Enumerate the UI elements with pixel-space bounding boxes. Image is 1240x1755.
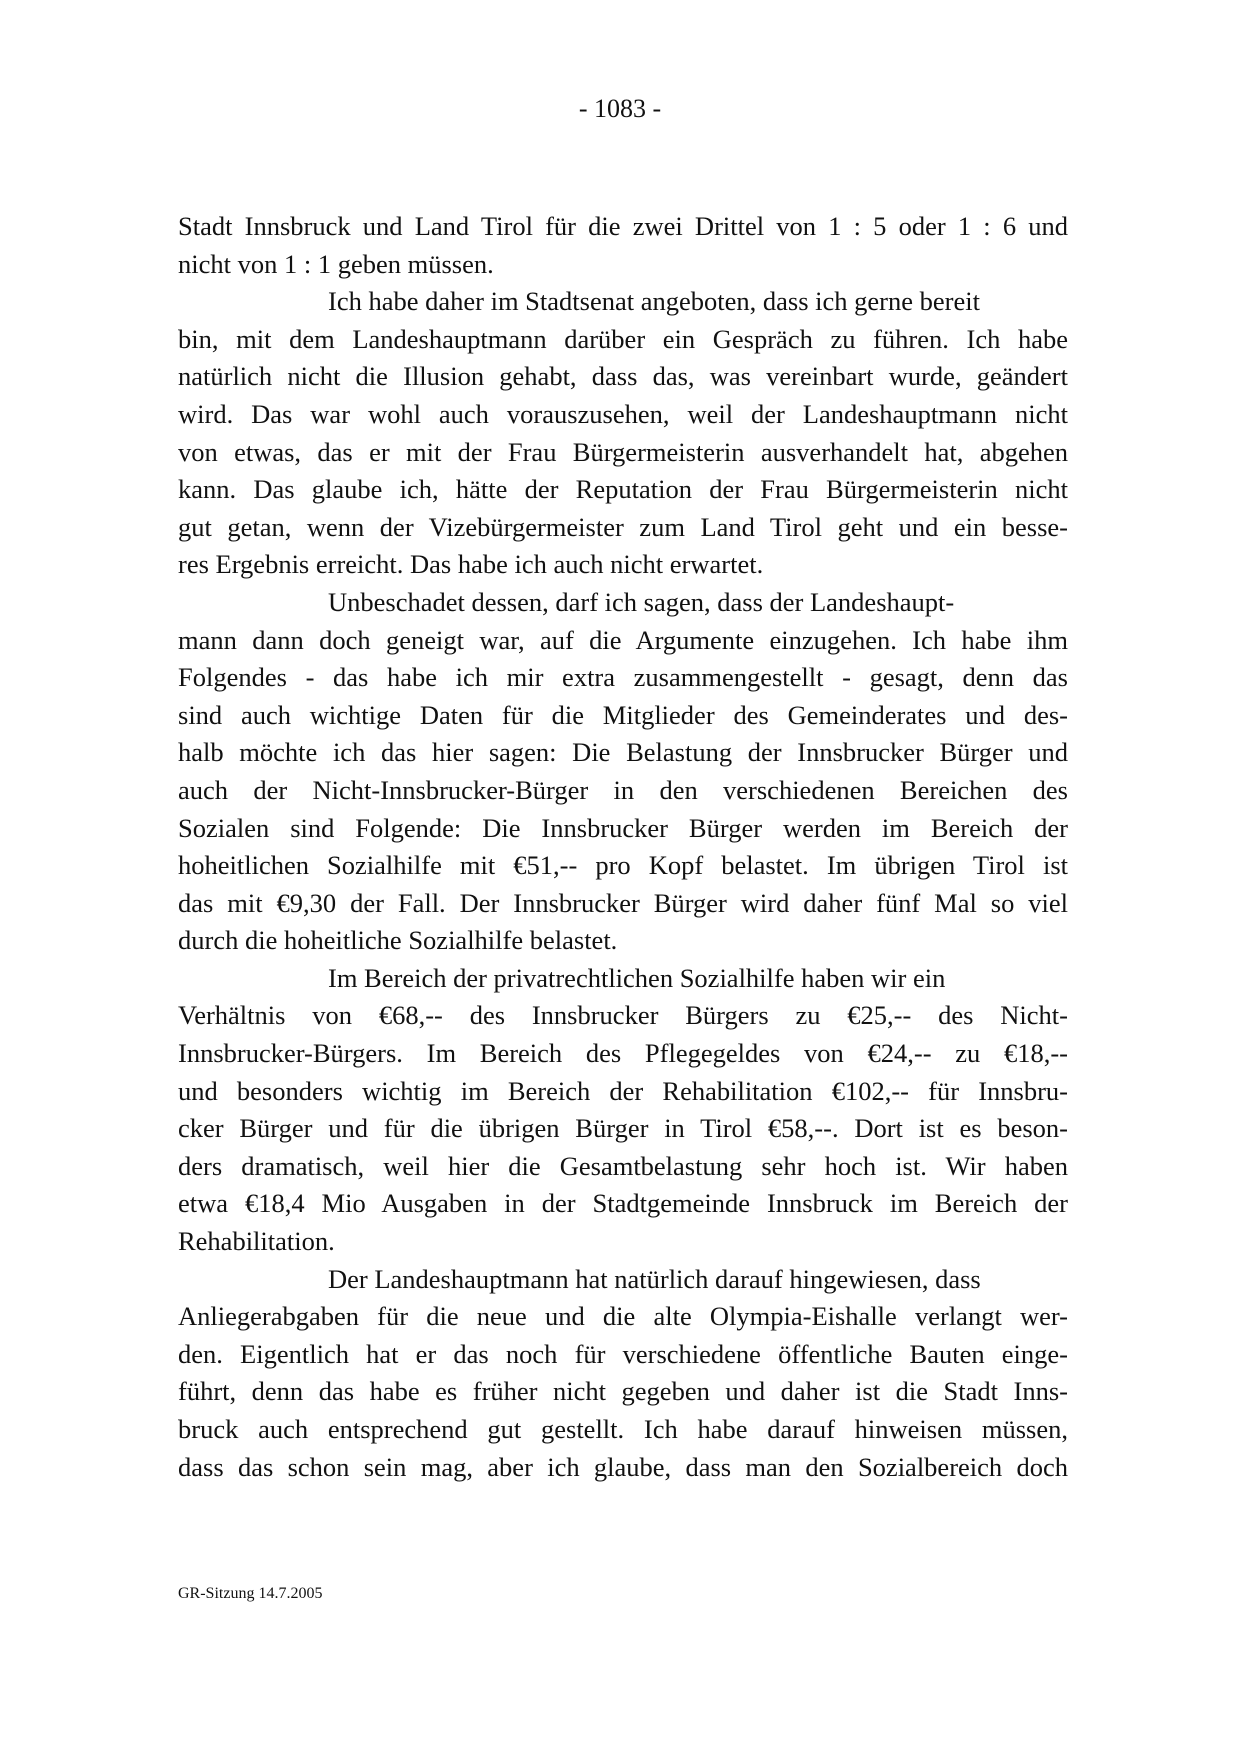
- text-line: Verhältnis von €68,-- des Innsbrucker Bürgers zu €25,-- des Nicht-: [178, 1000, 1068, 1031]
- text-line: bin, mit dem Landeshauptmann darüber ein Gespräch zu führen. Ich habe: [178, 323, 1068, 354]
- text-line: von etwas, das er mit der Frau Bürgermeisterin ausverhandelt hat, abgehen: [178, 436, 1068, 467]
- text-line: Rehabilitation.: [178, 1226, 335, 1257]
- text-line: sind auch wichtige Daten für die Mitglieder des Gemeinderates und des-: [178, 699, 1068, 730]
- text-line: cker Bürger und für die übrigen Bürger in Tirol €58,--. Dort ist es beson-: [178, 1113, 1068, 1144]
- footer-session-date: GR-Sitzung 14.7.2005: [178, 1585, 323, 1602]
- text-line: bruck auch entsprechend gut gestellt. Ich habe darauf hinweisen müssen,: [178, 1414, 1068, 1444]
- text-line: etwa €18,4 Mio Ausgaben in der Stadtgemeinde Innsbruck im Bereich der: [178, 1188, 1068, 1219]
- text-line: nicht von 1 : 1 geben müssen.: [178, 248, 494, 279]
- body-text: [178, 208, 1068, 1486]
- paragraph-first-line: Der Landeshauptmann hat natürlich darauf hingewiesen, dass: [328, 1263, 981, 1294]
- paragraph-first-line: Unbeschadet dessen, darf ich sagen, dass der Landeshaupt-: [328, 586, 955, 617]
- text-line: Folgendes - das habe ich mir extra zusammengestellt - gesagt, denn das: [178, 662, 1068, 693]
- text-line: das mit €9,30 der Fall. Der Innsbrucker Bürger wird daher fünf Mal so viel: [178, 887, 1068, 918]
- text-line: auch der Nicht-Innsbrucker-Bürger in den verschiedenen Bereichen des: [178, 774, 1068, 805]
- paragraph-first-line: Ich habe daher im Stadtsenat angeboten, dass ich gerne bereit: [328, 286, 980, 317]
- page-number: - 1083 -: [578, 94, 662, 123]
- text-line: wird. Das war wohl auch vorauszusehen, weil der Landeshauptmann nicht: [178, 398, 1068, 429]
- text-line: führt, denn das habe es früher nicht gegeben und daher ist die Stadt Inns-: [178, 1376, 1068, 1407]
- text-line: res Ergebnis erreicht. Das habe ich auch nicht erwartet.: [178, 549, 764, 580]
- text-line: Stadt Innsbruck und Land Tirol für die zwei Drittel von 1 : 5 oder 1 : 6 und: [178, 211, 1068, 241]
- paragraph-first-line: Im Bereich der privatrechtlichen Sozialhilfe haben wir ein: [328, 962, 946, 993]
- text-line: ders dramatisch, weil hier die Gesamtbelastung sehr hoch ist. Wir haben: [178, 1150, 1068, 1181]
- text-line: kann. Das glaube ich, hätte der Reputation der Frau Bürgermeisterin nicht: [178, 474, 1068, 505]
- text-line: Sozialen sind Folgende: Die Innsbrucker Bürger werden im Bereich der: [178, 812, 1068, 843]
- text-line: dass das schon sein mag, aber ich glaube, dass man den Sozialbereich doch: [178, 1451, 1068, 1482]
- text-line: Innsbrucker-Bürgers. Im Bereich des Pflegegeldes von €24,-- zu €18,--: [178, 1038, 1068, 1069]
- text-line: durch die hoheitliche Sozialhilfe belastet.: [178, 925, 618, 956]
- text-line: mann dann doch geneigt war, auf die Argumente einzugehen. Ich habe ihm: [178, 624, 1068, 655]
- text-line: gut getan, wenn der Vizebürgermeister zum Land Tirol geht und ein besse-: [178, 511, 1068, 542]
- text-line: hoheitlichen Sozialhilfe mit €51,-- pro Kopf belastet. Im übrigen Tirol ist: [178, 850, 1068, 881]
- text-line: halb möchte ich das hier sagen: Die Belastung der Innsbrucker Bürger und: [178, 737, 1068, 768]
- text-line: Anliegerabgaben für die neue und die alte Olympia-Eishalle verlangt wer-: [178, 1301, 1068, 1332]
- text-line: und besonders wichtig im Bereich der Rehabilitation €102,-- für Innsbru-: [178, 1075, 1068, 1106]
- text-line: den. Eigentlich hat er das noch für verschiedene öffentliche Bauten einge-: [178, 1338, 1068, 1369]
- text-line: natürlich nicht die Illusion gehabt, dass das, was vereinbart wurde, geändert: [178, 361, 1068, 392]
